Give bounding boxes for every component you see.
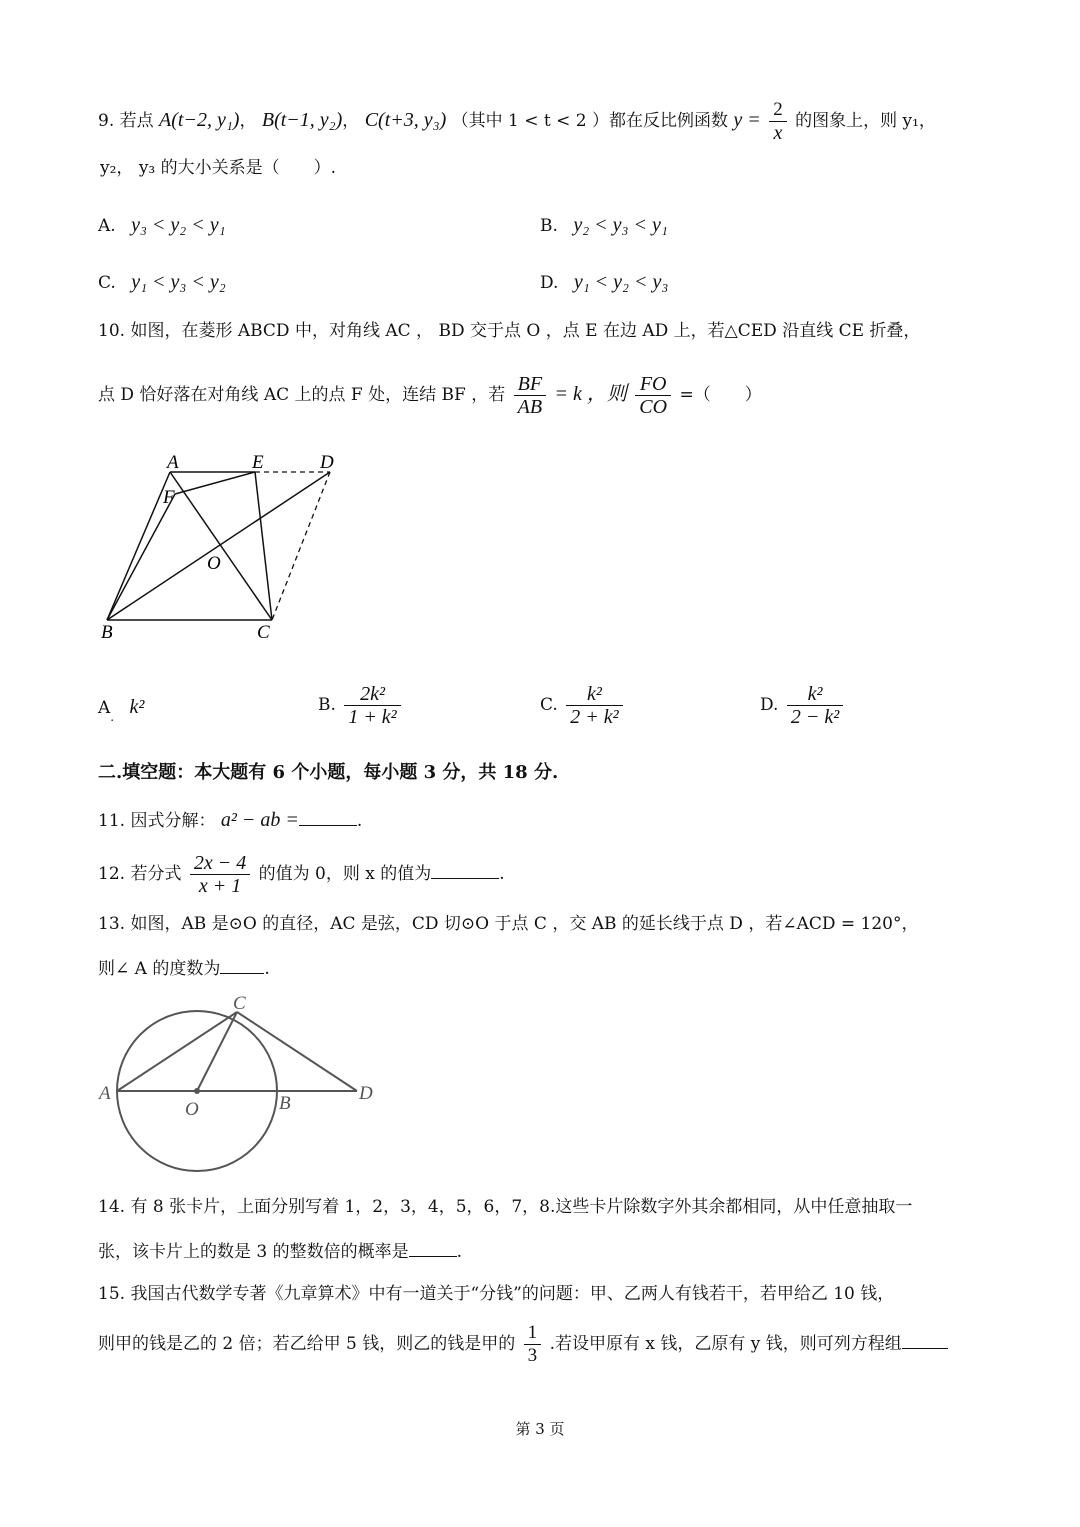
label-a: A <box>167 452 179 473</box>
q10-line1: 10. 如图，在菱形 ABCD 中，对角线 AC ， BD 交于点 O ，点 E 在边 AD 上，若△CED 沿直线 CE 折叠， <box>98 321 921 341</box>
diagonal-bd <box>107 472 330 620</box>
q15-line2: 则甲的钱是乙的 2 倍；若乙给甲 5 钱，则乙的钱是甲的 $\frac{1}{3}$ .若设甲原有 x 钱，乙原有 y 钱，则可列方程组 <box>98 1320 948 1368</box>
q9-func-lhs: y = <box>733 109 761 131</box>
q13-line2: 则∠ A 的度数为 . <box>98 955 270 981</box>
q11-answer-blank[interactable] <box>299 807 357 826</box>
q9-func-fraction: $\frac{2}{x}$ <box>769 99 787 144</box>
tangent-cd <box>237 1012 357 1091</box>
page-number: 第 3 页 <box>515 1420 565 1438</box>
q12-fraction: $\frac{2x - 4}{x + 1}$ <box>190 852 250 897</box>
q12: 12. 若分式 $\frac{2x - 4}{x + 1}$ 的值为 0，则 x 的值为 . <box>98 852 505 897</box>
label-o: O <box>185 1099 199 1120</box>
q10-ratio-fo-co: $\frac{FO}{CO}$ <box>635 373 671 418</box>
q9-line2: y₂， y₃ 的大小关系是（ ）. <box>100 158 337 178</box>
q9-point-b: B(t−1, y₂) <box>261 109 343 131</box>
q9-line1: 9. 若点 A(t−2, y₁)， B(t−1, y₂)， C(t+3, y₃) （其中 1 < t < 2 ）都在反比例函数 y = $\frac{2}{x}$ 的图象上，则 y₁， <box>98 99 936 144</box>
q15-line1: 15. 我国古代数学专著《九章算术》中有一道关于“分钱”的问题：甲、乙两人有钱若干，若甲给乙 10 钱， <box>98 1284 895 1304</box>
q10-option-a: $A_.$ k² <box>98 696 145 724</box>
q9-point-c: C(t+3, y₃) <box>364 109 447 131</box>
q13-answer-blank[interactable] <box>220 955 264 974</box>
label-b: B <box>279 1093 291 1114</box>
q9-option-c: C. y₁ < y₃ < y₂ <box>98 271 226 293</box>
chord-ac <box>117 1012 237 1091</box>
center-dot <box>194 1088 200 1094</box>
label-b: B <box>101 622 113 643</box>
segment-dc-dashed <box>272 472 330 620</box>
q15-answer-blank[interactable] <box>902 1330 948 1349</box>
q11: 11. 因式分解： a² − ab = . <box>98 809 363 831</box>
q13-circle-figure <box>95 995 395 1180</box>
segment-fe <box>175 472 255 494</box>
segment-ba <box>107 472 170 620</box>
label-o: O <box>207 553 221 574</box>
diagonal-ac <box>170 472 272 620</box>
q9-prefix: 9. 若点 <box>98 111 154 131</box>
q10-option-b: B. $\frac{\text{2k²}}{\text{1 + k²}}$ <box>318 680 404 730</box>
q14-line1: 14. 有 8 张卡片，上面分别写着 1，2，3，4，5，6，7，8.这些卡片除数字外其余都相同，从中任意抽取一 <box>98 1197 913 1217</box>
q14-line2: 张，该卡片上的数是 3 的整数倍的概率是 . <box>98 1238 462 1264</box>
label-d: D <box>320 452 334 473</box>
q9-suffix: 的图象上，则 y₁， <box>795 111 936 131</box>
section-heading-fill-blank: 二.填空题：本大题有 6 个小题，每小题 3 分，共 18 分. <box>98 762 559 783</box>
label-c: C <box>233 995 246 1014</box>
q10-ratio-bf-ab: $\frac{BF}{AB}$ <box>514 373 546 418</box>
label-a: A <box>99 1083 111 1104</box>
label-d: D <box>359 1083 373 1104</box>
label-c: C <box>257 622 270 643</box>
q13-line1: 13. 如图，AB 是⊙O 的直径，AC 是弦，CD 切⊙O 于点 C ，交 AB 的延长线于点 D ，若∠ACD = 120°， <box>98 914 919 934</box>
q9-condition: （其中 1 < t < 2 ）都在反比例函数 <box>451 111 729 131</box>
q10-option-c: C. $\frac{\text{k²}}{\text{2 + k²}}$ <box>540 680 626 730</box>
label-f: F <box>163 487 175 508</box>
q15-fraction: $\frac{1}{3}$ <box>524 1322 542 1367</box>
q12-answer-blank[interactable] <box>431 860 499 879</box>
q10-rhombus-figure <box>95 448 355 648</box>
q14-answer-blank[interactable] <box>409 1238 457 1257</box>
q9-option-a: A. y₃ < y₂ < y₁ <box>98 214 226 236</box>
radius-oc <box>197 1012 237 1091</box>
q9-option-b: B. y₂ < y₃ < y₁ <box>540 214 668 236</box>
label-e: E <box>252 452 264 473</box>
q10-line2: 点 D 恰好落在对角线 AC 上的点 F 处，连结 BF ，若 $\frac{BF}{AB}$ = k ，则 $\frac{FO}{CO}$ =（ ） <box>98 373 762 418</box>
q10-option-d: D. $\frac{\text{k²}}{\text{2 − k²}}$ <box>760 680 846 730</box>
segment-bf <box>107 494 175 620</box>
q9-point-a: A(t−2, y₁) <box>159 109 240 131</box>
q9-option-d: D. y₁ < y₂ < y₃ <box>540 271 669 293</box>
